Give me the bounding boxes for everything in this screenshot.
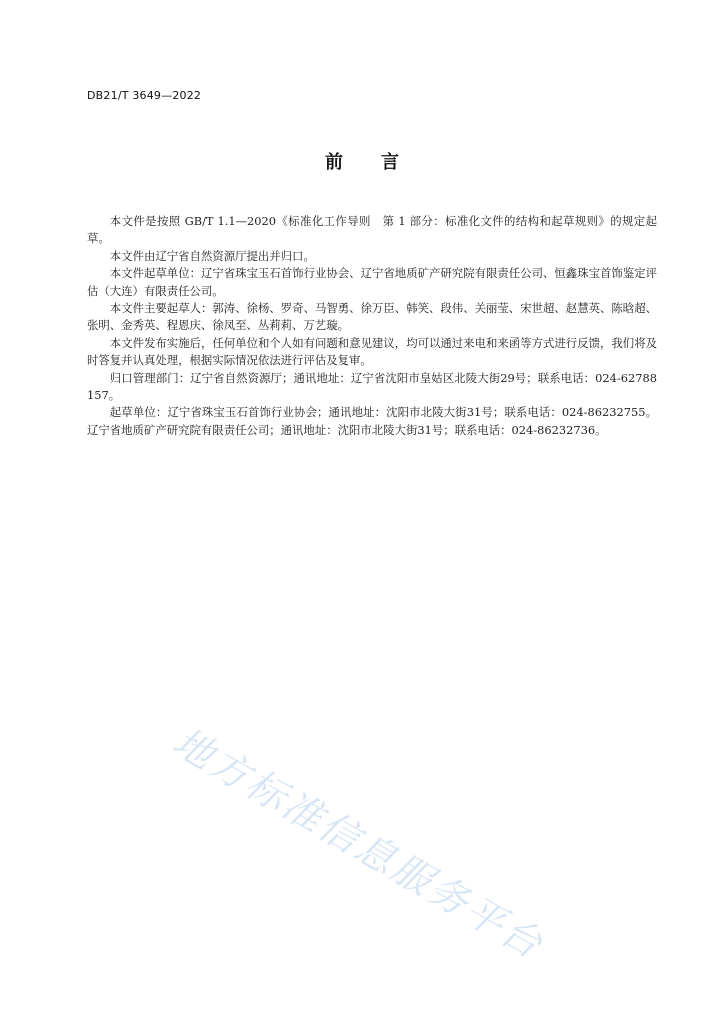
paragraph-proposer: 本文件由辽宁省自然资源厅提出并归口。 <box>109 248 315 263</box>
paragraph-drafting-units: 本文件起草单位：辽宁省珠宝玉石首饰行业协会、辽宁省地质矿产研究院有限责任公司、恒鑫珠宝首饰鉴定评估（大连）有限责任公司。 <box>87 266 657 298</box>
paragraph-management-dept: 归口管理部门：辽宁省自然资源厅；通讯地址：辽宁省沈阳市皇姑区北陵大街29号；联系电话：024-62788157。 <box>87 370 657 403</box>
paragraph-drafting-contacts: 起草单位：辽宁省珠宝玉石首饰行业协会；通讯地址：沈阳市北陵大街31号；联系电话：024-86232755。辽宁省地质矿产研究院有限责任公司；通讯地址：沈阳市北陵大街31号；联系电话：024-86232736。 <box>87 405 657 437</box>
paragraph-drafters: 本文件主要起草人：郭涛、徐杨、罗奇、马智勇、徐万臣、韩笑、段伟、关丽莹、宋世超、赵慧英、陈晗超、张明、金秀英、程恩庆、徐凤至、丛莉莉、万艺璇。 <box>87 301 657 333</box>
foreword-body <box>87 213 657 439</box>
paragraph-feedback: 本文件发布实施后，任何单位和个人如有问题和意见建议，均可以通过来电和来函等方式进行反馈，我们将及时答复并认真处理，根据实际情况依法进行评估及复审。 <box>87 335 657 368</box>
section-title: 前言 <box>325 152 437 173</box>
document-code: DB21/T 3649—2022 <box>87 89 202 102</box>
paragraph-drafting-basis: 本文件是按照 GB/T 1.1—2020《标准化工作导则 第 1 部分：标准化文件的结构和起草规则》的规定起草。 <box>87 214 657 246</box>
watermark: 地方标准信息服务平台 <box>165 719 552 969</box>
